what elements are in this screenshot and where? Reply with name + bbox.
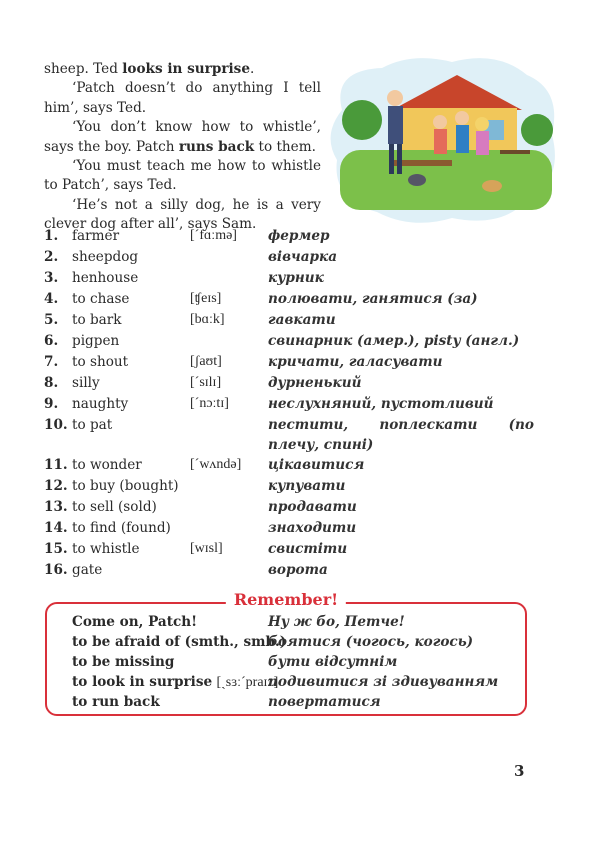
text: .	[249, 61, 255, 77]
vocabulary-item	[44, 226, 534, 247]
ukrainian-translation: бути відсутнім	[268, 654, 398, 670]
story-paragraph: ‘Patch doesn’t do anything I tell him’, says Ted.	[44, 80, 321, 116]
page-number: 3	[514, 762, 525, 780]
transcription: [ʃaʊt]	[190, 354, 222, 369]
vocabulary-item	[44, 247, 534, 268]
ukrainian-translation: неслухняний, пустотливий	[268, 396, 494, 412]
item-number: 3.	[44, 270, 59, 286]
key-phrase: runs back	[178, 138, 255, 155]
english-word: farmer	[72, 228, 120, 244]
item-number: 1.	[44, 228, 59, 244]
english-word: to buy (bought)	[72, 478, 179, 494]
text: sheep. Ted	[44, 61, 123, 77]
ukrainian-translation: кричати, галасувати	[268, 354, 443, 370]
english-word: to bark	[72, 312, 122, 328]
english-phrase: to be missing	[72, 654, 175, 670]
story-paragraph	[44, 60, 321, 79]
story-paragraph: ‘You must teach me how to whistle to Patch’, says Ted.	[44, 158, 321, 194]
transcription: [ˊnɔːtɪ]	[190, 396, 229, 411]
story-text	[44, 60, 321, 235]
vocabulary-item	[44, 331, 534, 352]
transcription: [bɑːk]	[190, 312, 225, 327]
english-word: to sell (sold)	[72, 499, 157, 515]
vocabulary-item	[44, 476, 534, 497]
english-phrase: to run back	[72, 694, 160, 710]
vocabulary-item	[44, 455, 534, 476]
transcription: [wɪsl]	[190, 541, 223, 556]
story-paragraph: ‘He’s not a silly dog, he is a very clever dog after all’, says Sam.	[44, 196, 321, 233]
item-number: 16.	[44, 562, 68, 578]
english-word: to chase	[72, 291, 130, 307]
item-number: 6.	[44, 333, 59, 349]
ukrainian-translation: фермер	[268, 228, 330, 244]
vocabulary-item	[44, 560, 534, 581]
english-word: to whistle	[72, 541, 140, 557]
remember-item	[72, 652, 398, 672]
vocabulary-item	[44, 497, 534, 518]
vocabulary-item	[44, 310, 534, 331]
english-phrase: Come on, Patch!	[72, 614, 198, 630]
story-paragraph	[44, 118, 321, 157]
english-word: henhouse	[72, 270, 139, 286]
english-word: naughty	[72, 396, 129, 412]
remember-item	[72, 632, 474, 652]
item-number: 14.	[44, 520, 68, 536]
transcription: [ˊfɑːmə]	[190, 228, 237, 243]
english-phrase: to look in surprise	[72, 674, 213, 690]
english-word: pigpen	[72, 333, 120, 349]
ukrainian-translation: пестити, поплескати (по плечу, спині)	[268, 417, 534, 453]
english-word: gate	[72, 562, 103, 578]
vocabulary-item	[44, 373, 534, 394]
item-number: 5.	[44, 312, 59, 328]
vocabulary-item	[44, 289, 534, 310]
ukrainian-translation: курник	[268, 270, 324, 286]
item-number: 12.	[44, 478, 68, 494]
remember-item	[72, 672, 499, 692]
ukrainian-translation: вівчарка	[268, 249, 338, 265]
transcription: [ˊsɪlɪ]	[190, 375, 222, 390]
vocabulary-item	[44, 518, 534, 539]
item-number: 9.	[44, 396, 59, 412]
ukrainian-translation: подивитися зі здивуванням	[268, 674, 499, 690]
remember-title: Remember!	[226, 590, 346, 609]
english-word: to wonder	[72, 457, 142, 473]
ukrainian-translation: боятися (чогось, когось)	[268, 634, 474, 650]
vocabulary-item	[44, 415, 534, 455]
story-illustration	[322, 50, 562, 226]
key-phrase: looks in surprise	[122, 61, 250, 77]
ukrainian-translation: ворота	[268, 562, 328, 578]
transcription: [ˏsɜːˊpraɪz]	[216, 675, 279, 690]
ukrainian-translation: повертатися	[268, 694, 381, 710]
transcription: [ʧeɪs]	[190, 291, 222, 306]
children-figures	[433, 111, 489, 155]
vocabulary-item	[44, 539, 534, 560]
vocabulary-item	[44, 352, 534, 373]
ukrainian-translation: свистіти	[268, 541, 348, 557]
text: to them.	[254, 138, 316, 155]
remember-box	[45, 590, 527, 716]
ukrainian-translation: свинарник (амер.), pisty (англ.)	[268, 333, 520, 349]
vocabulary-item	[44, 268, 534, 289]
remember-item	[72, 692, 381, 712]
english-phrase: to be afraid of (smth., smb.)	[72, 634, 287, 650]
english-word: silly	[72, 375, 100, 391]
transcription: [ˊwʌndə]	[190, 457, 242, 472]
ukrainian-translation: Ну ж бо, Петче!	[268, 614, 405, 630]
english-word: to shout	[72, 354, 129, 370]
ukrainian-translation: дурненький	[268, 375, 362, 391]
item-number: 13.	[44, 499, 68, 515]
english-word: sheepdog	[72, 249, 139, 265]
item-number: 15.	[44, 541, 68, 557]
item-number: 2.	[44, 249, 59, 265]
item-number: 7.	[44, 354, 59, 370]
remember-item	[72, 612, 405, 632]
ukrainian-translation: цікавитися	[268, 457, 365, 473]
ukrainian-translation: знаходити	[268, 520, 357, 536]
item-number: 8.	[44, 375, 59, 391]
english-word: to pat	[72, 417, 113, 433]
ukrainian-translation: гавкати	[268, 312, 336, 328]
vocabulary-item	[44, 394, 534, 415]
ukrainian-translation: полювати, ганятися (за)	[268, 291, 478, 307]
text: ‘You don’t know how to whistle’, says the boy. Patch	[44, 119, 321, 155]
item-number: 10.	[44, 417, 68, 433]
item-number: 4.	[44, 291, 59, 307]
ukrainian-translation: купувати	[268, 478, 346, 494]
english-word: to find (found)	[72, 520, 171, 536]
vocabulary-list	[44, 226, 534, 581]
item-number: 11.	[44, 457, 68, 473]
ukrainian-translation: продавати	[268, 499, 357, 515]
